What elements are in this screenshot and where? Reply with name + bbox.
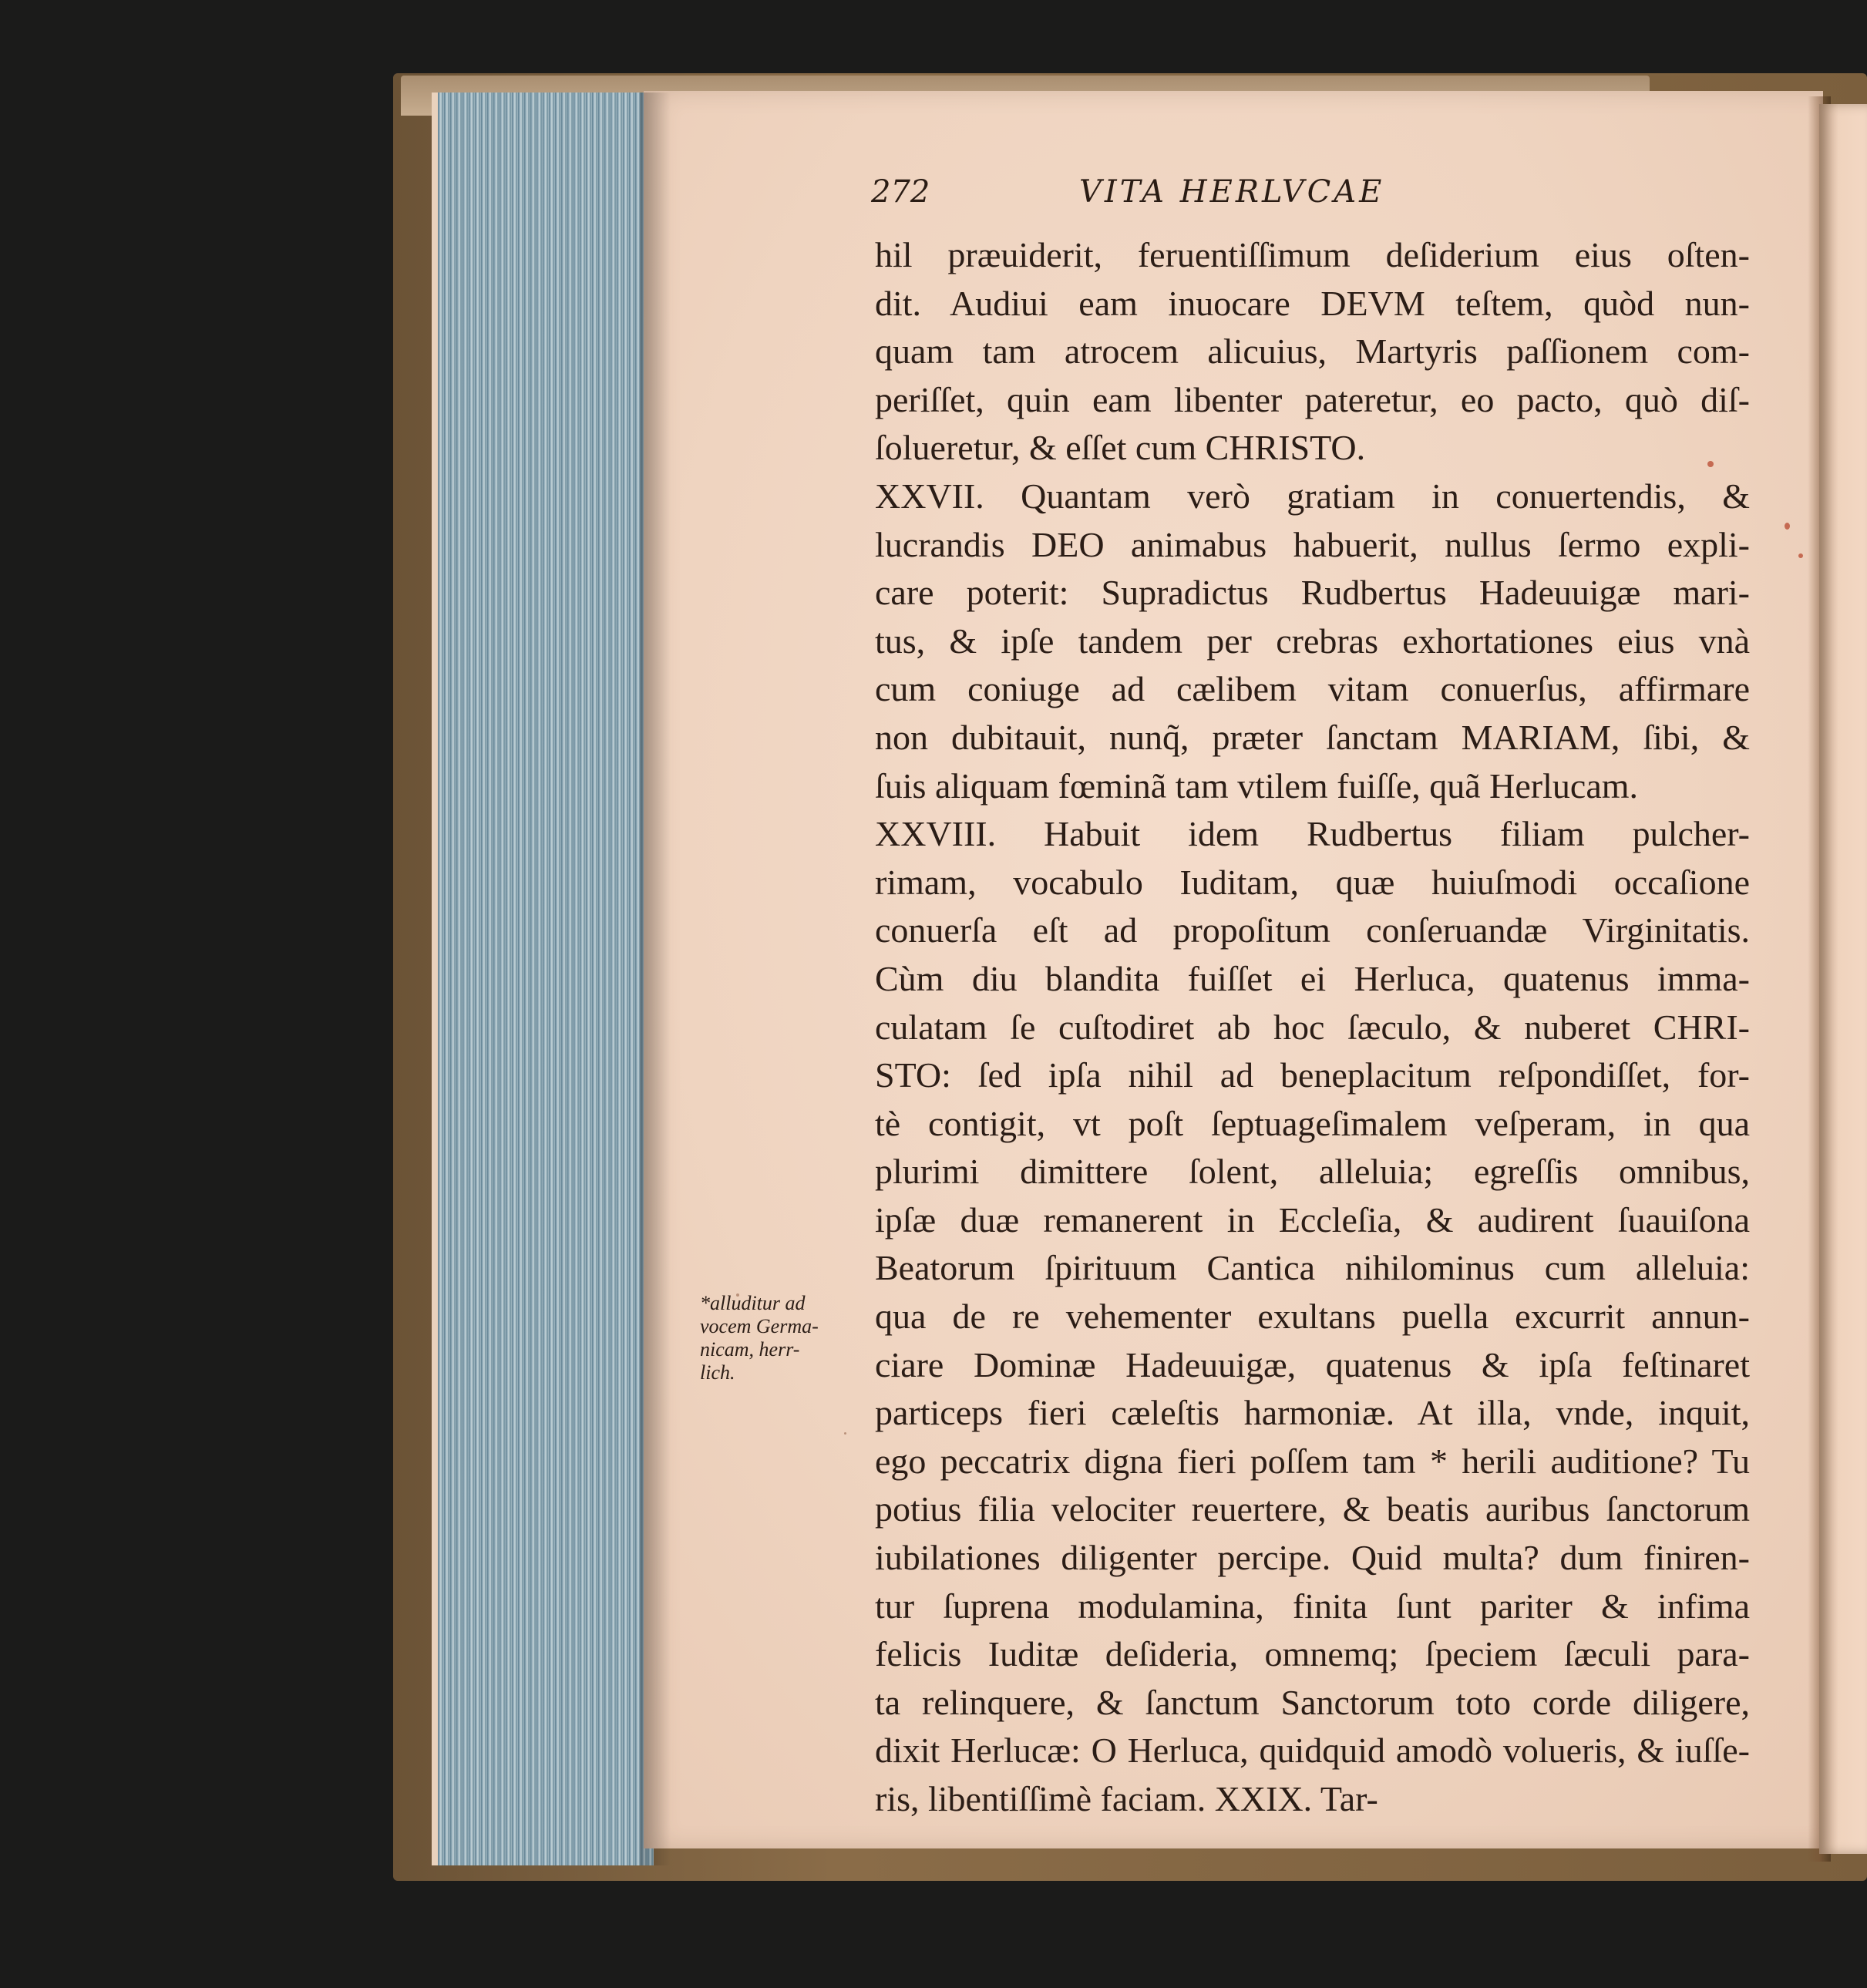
text-line: rimam, vocabulo Iuditam, quæ huiuſmodi occaſione <box>875 862 1750 902</box>
margin-note-line: *alluditur ad <box>700 1292 806 1314</box>
text-line: iubilationes diligenter percipe. Quid multa? dum finiren- <box>875 1538 1750 1578</box>
text-line: culatam ſe cuſtodiret ab hoc ſæculo, & nuberet CHRI- <box>875 1007 1750 1047</box>
text-line: dixit Herlucæ: O Herluca, quidquid amodò volueris, & iuſſe- <box>875 1731 1750 1771</box>
page-edge-shadow <box>640 93 671 1865</box>
margin-note <box>700 1292 866 1384</box>
margin-note-line: vocem Germa- <box>700 1315 819 1337</box>
text-line: ipſæ duæ remanerent in Eccleſia, & audirent ſuauiſona <box>875 1199 1750 1240</box>
text-line: non dubitauit, nunq̃, præter ſanctam MARIAM, ſibi, & <box>875 717 1750 757</box>
running-head <box>871 174 1480 217</box>
text-line: hil præuiderit, feruentiſſimum deſiderium eius oſten- <box>875 235 1750 274</box>
text-line: ſolueretur, & eſſet cum CHRISTO. <box>875 428 1366 468</box>
text-line: tur ſuprena modulamina, finita ſunt pariter & infima <box>875 1586 1750 1626</box>
margin-note-line: nicam, herr- <box>700 1338 800 1361</box>
text-line: ego peccatrix digna fieri poſſem tam * herili auditione? Tu <box>875 1441 1750 1481</box>
text-line: qua de re vehementer exultans puella excurrit annun- <box>875 1297 1750 1337</box>
page-number: 272 <box>871 174 930 210</box>
text-line: ta relinquere, & ſanctum Sanctorum toto corde diligere, <box>875 1682 1750 1722</box>
body-text <box>875 231 1750 1824</box>
running-title: VITA HERLVCAE <box>1079 174 1385 210</box>
text-line: periſſet, quin eam libenter pateretur, eo pacto, quò diſ- <box>875 379 1750 419</box>
text-line: STO: ſed ipſa nihil ad beneplacitum reſpondiſſet, for- <box>875 1055 1750 1095</box>
text-line: quam tam atrocem alicuius, Martyris paſſionem com- <box>875 331 1750 372</box>
text-line: felicis Iuditæ deſideria, omnemq; ſpeciem ſæculi para- <box>875 1634 1750 1674</box>
facing-page-edge <box>1819 104 1867 1854</box>
text-line: care poterit: Supradictus Rudbertus Hadeuuigæ mari- <box>875 573 1750 613</box>
text-line: Beatorum ſpirituum Cantica nihilominus cum alleluia: <box>875 1248 1750 1288</box>
text-line: XXVII. Quantam verò gratiam in conuertendis, & <box>875 476 1750 516</box>
text-line: cum coniuge ad cælibem vitam conuerſus, affirmare <box>875 669 1750 709</box>
margin-note-line: lich. <box>700 1361 735 1384</box>
text-line: particeps fieri cæleſtis harmoniæ. At illa, vnde, inquit, <box>875 1393 1750 1433</box>
text-line: ris, libentiſſimè faciam. XXIX. Tar- <box>875 1779 1378 1818</box>
text-line: ciare Dominæ Hadeuuigæ, quatenus & ipſa feſtinaret <box>875 1344 1750 1384</box>
text-line: plurimi dimittere ſolent, alleluia; egreſſis omnibus, <box>875 1152 1750 1192</box>
text-line: XXVIII. Habuit idem Rudbertus filiam pulcher- <box>875 814 1750 854</box>
text-line: ſuis aliquam fœminã tam vtilem fuiſſe, quã Herlucam. <box>875 765 1639 806</box>
page-block-edge <box>432 93 654 1865</box>
text-line: lucrandis DEO animabus habuerit, nullus ſermo expli- <box>875 524 1750 564</box>
text-line: conuerſa eſt ad propoſitum conſeruandæ Virginitatis. <box>875 910 1750 950</box>
text-line: tus, & ipſe tandem per crebras exhortationes eius vnà <box>875 621 1750 661</box>
text-line: tè contigit, vt poſt ſeptuageſimalem veſperam, in qua <box>875 1103 1750 1143</box>
text-line: dit. Audiui eam inuocare DEVM teſtem, quòd nun- <box>875 283 1750 323</box>
text-line: Cùm diu blandita fuiſſet ei Herluca, quatenus imma- <box>875 958 1750 998</box>
text-line: potius filia velociter reuertere, & beatis auribus ſanctorum <box>875 1489 1750 1529</box>
